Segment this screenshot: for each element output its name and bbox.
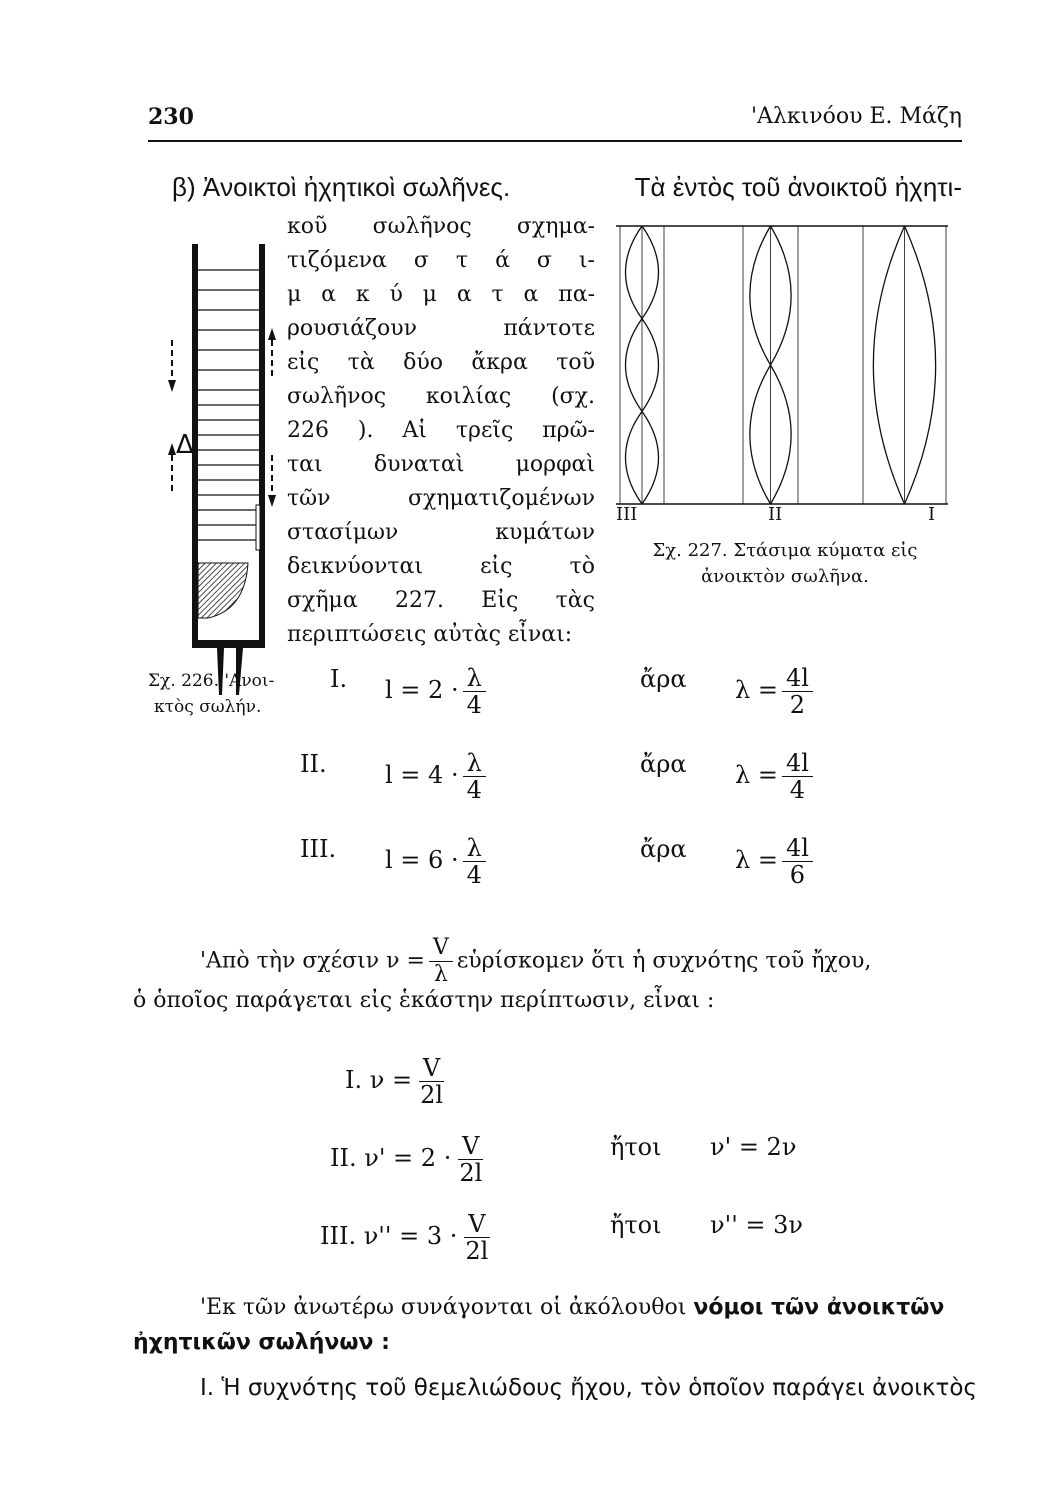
column-line: στασίμων κυμάτων bbox=[287, 520, 595, 545]
figure-226-open-pipe bbox=[160, 240, 285, 700]
ara-word: ἄρα bbox=[640, 665, 687, 693]
caption-line: Σχ. 227. Στάσιμα κύματα εἰς bbox=[652, 540, 918, 561]
numerator: V bbox=[458, 1133, 483, 1160]
lhs: l = 6 · bbox=[385, 846, 459, 874]
roman-numeral: I. bbox=[345, 1066, 363, 1094]
laws-heading: ἠχητικῶν σωλήνων : bbox=[133, 1330, 390, 1355]
text: 'Απὸ τὴν σχέσιν ν = bbox=[200, 948, 425, 974]
lhs: l = 2 · bbox=[385, 676, 459, 704]
roman-numeral: III. bbox=[320, 1222, 357, 1250]
figure-226-caption bbox=[148, 668, 274, 720]
wave-curve bbox=[743, 226, 798, 504]
ara-word: ἄρα bbox=[640, 750, 687, 778]
bold-text: νόμοι τῶν ἀνοικτῶν bbox=[693, 1295, 945, 1320]
result: ν'' = 3ν bbox=[710, 1211, 804, 1239]
result: λ = bbox=[735, 846, 778, 874]
roman-numeral: II. bbox=[330, 1144, 357, 1172]
result: ν' = 2ν bbox=[710, 1133, 797, 1161]
header-rule bbox=[148, 140, 962, 142]
numerator: 4l bbox=[782, 835, 813, 862]
mode-label-ii: II bbox=[768, 504, 783, 525]
relation-line bbox=[200, 935, 871, 988]
roman-numeral: III. bbox=[300, 835, 337, 863]
column-line: ται δυναταὶ μορφαὶ bbox=[287, 452, 595, 477]
column-line: εἰς τὰ δύο ἄκρα τοῦ bbox=[287, 350, 595, 375]
denominator: λ bbox=[433, 962, 448, 987]
page-number: 230 bbox=[148, 104, 194, 130]
figure-227-caption bbox=[610, 538, 960, 590]
running-title: 'Αλκινόου Ε. Μάζη bbox=[750, 104, 962, 129]
column-line: περιπτώσεις αὐτὰς εἶναι: bbox=[287, 622, 573, 647]
result: λ = bbox=[735, 676, 778, 704]
roman-numeral: I. bbox=[330, 665, 348, 693]
numerator: 4l bbox=[782, 750, 813, 777]
column-line: σχῆμα 227. Εἰς τὰς bbox=[287, 588, 595, 613]
wave-curve bbox=[620, 226, 664, 504]
ara-word: ἄρα bbox=[640, 835, 687, 863]
wave-curve bbox=[863, 226, 946, 504]
denominator: 6 bbox=[789, 861, 806, 889]
lhs: ν = bbox=[369, 1066, 413, 1094]
column-line: σωλῆνος κοιλίας (σχ. bbox=[287, 384, 595, 409]
denominator: 2 bbox=[789, 691, 806, 719]
relation-line-2: ὁ ὁποῖος παράγεται εἰς ἑκάστην περίπτωσιν, εἶναι : bbox=[133, 988, 715, 1013]
itoi-word: ἤτοι bbox=[610, 1133, 662, 1161]
mode-label-i: I bbox=[928, 504, 936, 525]
numerator: λ bbox=[463, 665, 486, 692]
mode-label-iii: III bbox=[616, 504, 638, 525]
laws-intro bbox=[200, 1295, 944, 1320]
numerator: V bbox=[464, 1211, 489, 1238]
section-heading: β) Ἀνοικτοὶ ἠχητικοὶ σωλῆνες. bbox=[172, 172, 511, 202]
column-line: κοῦ σωλῆνος σχημα- bbox=[287, 214, 595, 239]
lhs: ν' = 2 · bbox=[364, 1144, 452, 1172]
denominator: 2l bbox=[420, 1081, 444, 1109]
numerator: λ bbox=[463, 750, 486, 777]
text: 'Εκ τῶν ἀνωτέρω συνάγονται οἱ ἀκόλουθοι bbox=[200, 1295, 687, 1320]
delta-label: Δ bbox=[176, 430, 194, 460]
column-line: τῶν σχηματιζομένων bbox=[287, 486, 595, 511]
numerator: V bbox=[429, 935, 453, 962]
numerator: λ bbox=[463, 835, 486, 862]
denominator: 4 bbox=[466, 776, 482, 804]
column-line: ρουσιάζουν πάντοτε bbox=[287, 316, 595, 341]
result: λ = bbox=[735, 761, 778, 789]
caption-line: Σχ. 226. 'Ανοι- bbox=[148, 671, 275, 691]
lhs: ν'' = 3 · bbox=[363, 1222, 458, 1250]
denominator: 4 bbox=[466, 861, 482, 889]
caption-line: κτὸς σωλήν. bbox=[154, 697, 262, 717]
denominator: 4 bbox=[466, 691, 482, 719]
text: εὑρίσκομεν ὅτι ἡ συχνότης τοῦ ἤχου, bbox=[456, 948, 872, 974]
numerator: V bbox=[419, 1055, 444, 1082]
denominator: 4 bbox=[789, 776, 806, 804]
column-line: μ α κ ύ μ α τ α πα- bbox=[287, 282, 595, 307]
caption-line: ἀνοικτὸν σωλῆνα. bbox=[701, 566, 869, 587]
denominator: 2l bbox=[465, 1237, 489, 1265]
heading-line bbox=[172, 172, 962, 203]
column-text bbox=[287, 210, 595, 652]
figure-227-standing-waves bbox=[608, 222, 953, 512]
law-item-1: I. Ἡ συχνότης τοῦ θεμελιώδους ἤχου, τὸν ὁποῖον παράγει ἀνοικτὸς bbox=[200, 1375, 977, 1401]
column-line: δεικνύονται εἰς τὸ bbox=[287, 554, 595, 579]
intro-text: Τὰ ἐντὸς τοῦ ἀνοικτοῦ ἠχητι- bbox=[634, 172, 962, 202]
itoi-word: ἤτοι bbox=[610, 1211, 662, 1239]
roman-numeral: II. bbox=[300, 750, 327, 778]
lhs: l = 4 · bbox=[385, 761, 459, 789]
numerator: 4l bbox=[782, 665, 813, 692]
column-line: 226 ). Αἱ τρεῖς πρῶ- bbox=[287, 418, 595, 443]
column-line: τιζόμενα σ τ ά σ ι- bbox=[287, 248, 595, 273]
denominator: 2l bbox=[459, 1159, 483, 1187]
